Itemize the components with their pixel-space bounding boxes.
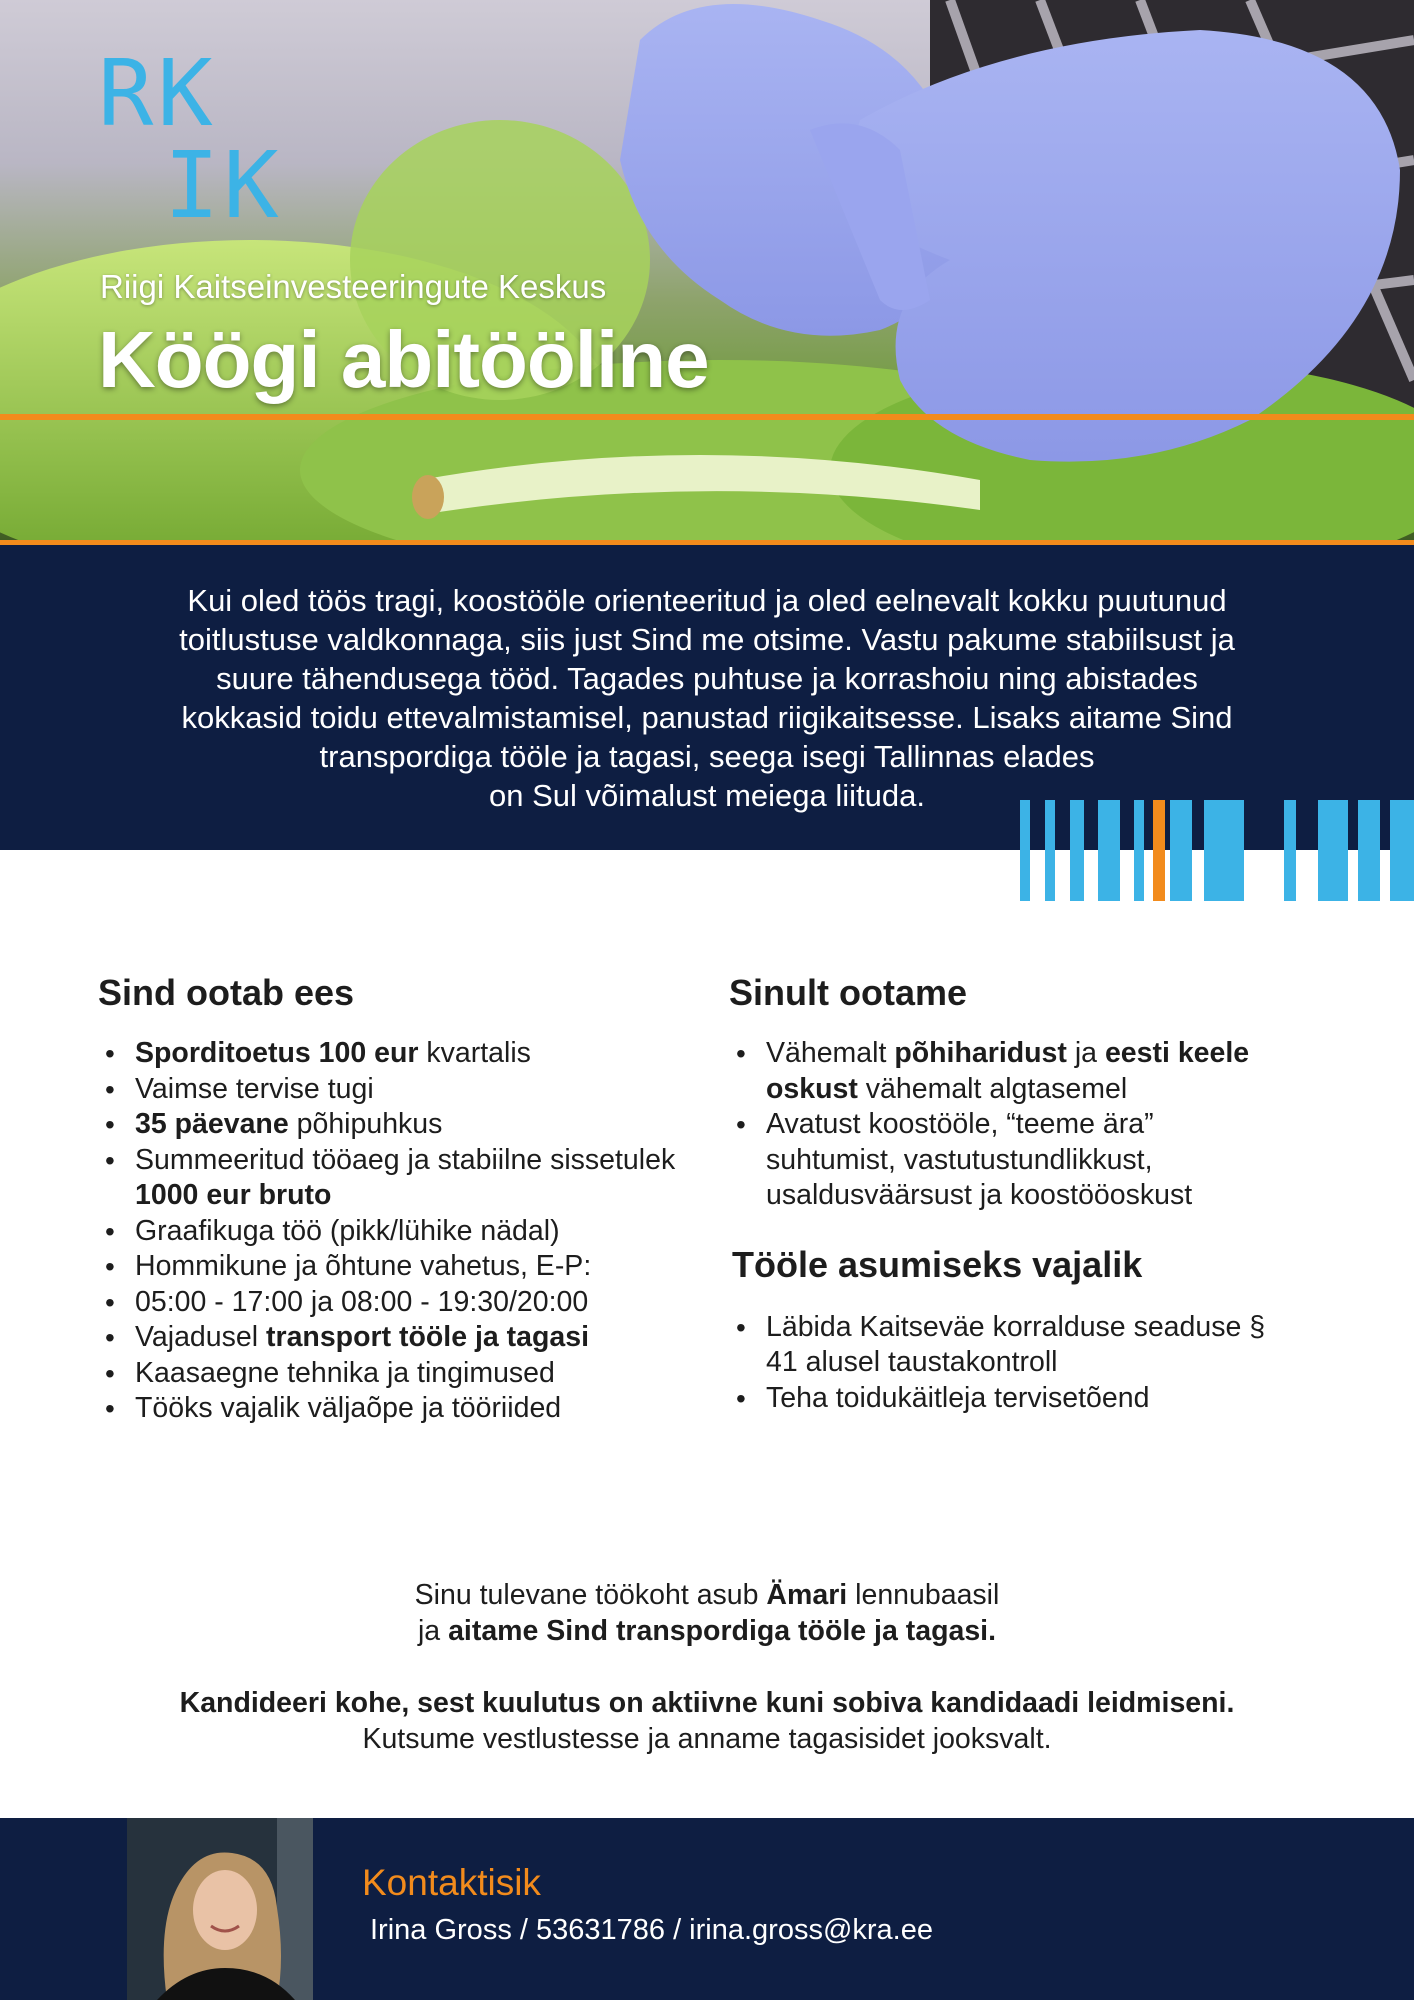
intro-line: suure tähendusega tööd. Tagades puhtuse ja korrashoiu ning abistades: [216, 661, 1198, 696]
list-item: • Kaasaegne tehnika ja tingimused: [135, 1356, 698, 1392]
list-item: • Sporditoetus 100 eur kvartalis: [135, 1036, 698, 1072]
hero-banner: [0, 0, 1414, 545]
job-title: Köögi abitööline: [98, 315, 709, 404]
offer-heading: Sind ootab ees: [98, 972, 355, 1013]
contact-person-photo: [127, 1818, 313, 2000]
apply-note: Kutsume vestlustesse ja anname tagasisidet jooksvalt.: [362, 1723, 1052, 1755]
list-item: • Avatust koostööle, “teeme ära” suhtumist, vastutustundlikkust, usaldusväärsust ja koostööoskust: [766, 1107, 1289, 1214]
contact-heading: Kontaktisik: [362, 1862, 541, 1903]
list-item: • Tööks vajalik väljaõpe ja tööriided: [135, 1391, 698, 1427]
expect-list: [729, 1036, 1289, 1214]
logo-line-2: IK: [164, 132, 283, 239]
contact-details: Irina Gross / 53631786 / irina.gross@kra.ee: [370, 1914, 933, 1946]
list-item: • 05:00 - 17:00 ja 08:00 - 19:30/20:00: [135, 1285, 698, 1321]
offer-section: [98, 972, 698, 1427]
list-item: • Läbida Kaitseväe korralduse seaduse § 41 alusel taustakontroll: [766, 1310, 1289, 1381]
requirements-heading: Tööle asumiseks vajalik: [732, 1243, 1143, 1285]
list-item: • Vaimse tervise tugi: [135, 1072, 698, 1108]
intro-line: on Sul võimalust meiega liituda.: [489, 778, 925, 813]
logo-line-1: RK: [98, 40, 217, 147]
intro-line: Kui oled töös tragi, koostööle orienteeritud ja oled eelnevalt kokku puutunud: [187, 583, 1227, 618]
list-item: • Summeeritud tööaeg ja stabiilne sissetulek 1000 eur bruto: [135, 1143, 698, 1214]
list-item: • Vajadusel transport tööle ja tagasi: [135, 1320, 698, 1356]
expect-section: [729, 972, 1289, 1416]
intro-line: transpordiga tööle ja tagasi, seega isegi Tallinnas elades: [319, 739, 1095, 774]
expect-heading: Sinult ootame: [729, 972, 968, 1013]
intro-text: [70, 581, 1344, 815]
location-text: Sinu tulevane töökoht asub Ämari lennubaasil ja aitame Sind transpordiga tööle ja tagasi.: [414, 1579, 1000, 1647]
list-item: • Vähemalt põhiharidust ja eesti keele oskust vähemalt algtasemel: [766, 1036, 1289, 1107]
apply-call: Kandideeri kohe, sest kuulutus on aktiivne kuni sobiva kandidaadi leidmiseni.: [179, 1687, 1235, 1719]
list-item: • Graafikuga töö (pikk/lühike nädal): [135, 1214, 698, 1250]
rkik-logo: [98, 40, 283, 239]
offer-list: [98, 1036, 698, 1427]
apply-text: [60, 1685, 1354, 1757]
orange-divider-top: [0, 414, 1414, 420]
intro-line: toitlustuse valdkonnaga, siis just Sind me otsime. Vastu pakume stabiilsust ja: [179, 622, 1235, 657]
requirements-list: [729, 1310, 1289, 1417]
list-item: • 35 päevane põhipuhkus: [135, 1107, 698, 1143]
decorative-barcode-stripes: [1020, 800, 1414, 901]
organization-name: Riigi Kaitseinvesteeringute Keskus: [100, 268, 607, 305]
intro-line: kokkasid toidu ettevalmistamisel, panustad riigikaitsesse. Lisaks aitame Sind: [181, 700, 1233, 735]
list-item: • Teha toidukäitleja tervisetõend: [766, 1381, 1289, 1417]
contact-footer: [0, 1818, 1414, 2000]
list-item: • Hommikune ja õhtune vahetus, E-P:: [135, 1249, 698, 1285]
